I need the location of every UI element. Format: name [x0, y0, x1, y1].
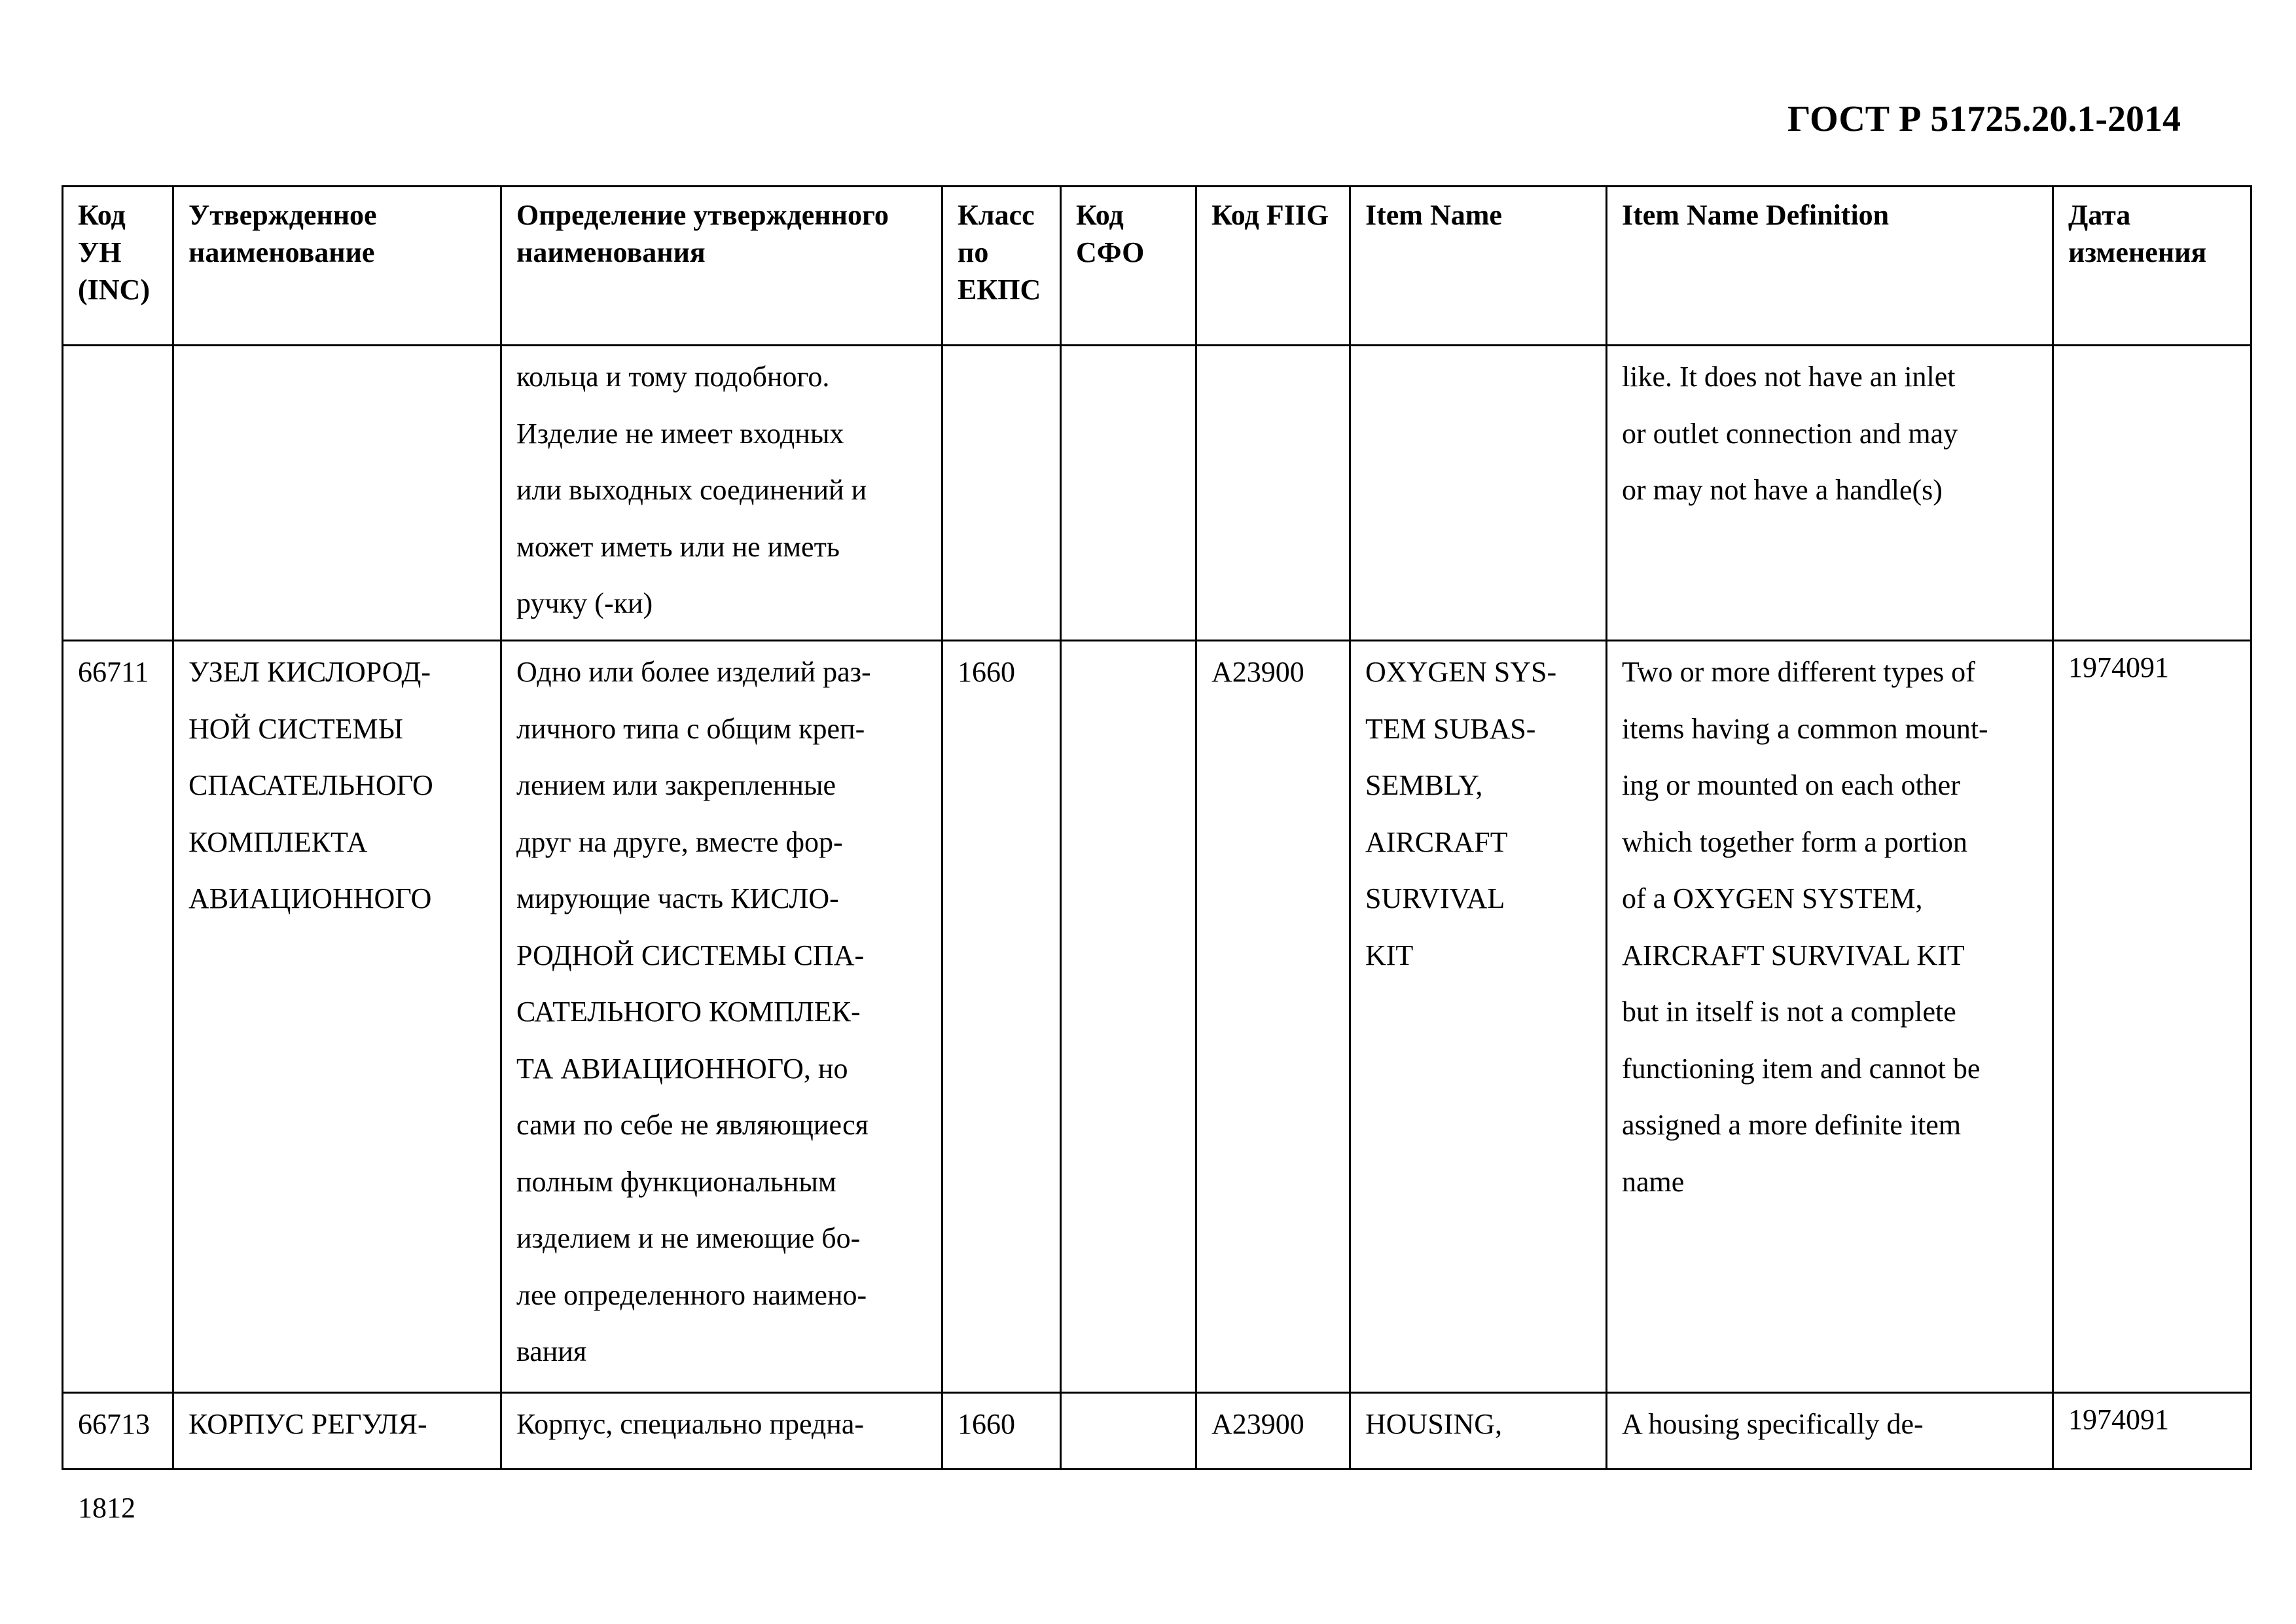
- header-fiig-code: Код FIIG: [1196, 187, 1350, 346]
- header-approved-name-definition: Определение утвержденного наименования: [501, 187, 942, 346]
- header-class: Класс по ЕКПС: [942, 187, 1061, 346]
- header-inc-code: Код УН (INC): [63, 187, 173, 346]
- table-row: [63, 1393, 2251, 1470]
- page-number: 1812: [78, 1492, 135, 1524]
- header-change-date: Дата изменения: [2053, 187, 2251, 346]
- document-code: ГОСТ Р 51725.20.1-2014: [1787, 99, 2181, 139]
- cell-item-name: HOUSING,: [1350, 1393, 1607, 1470]
- cell-item-definition: Two or more different types of items having a common mount- ing or mounted on each other which together form a portion of a OXYGEN SYSTEM, AIRCRAFT SURVIVAL KIT but in itself is not a complete functioning item and cannot be assigned a more definite item name: [1607, 641, 2053, 1393]
- cell-item-definition: A housing specifically de-: [1607, 1393, 2053, 1470]
- header-sfo-code: Код СФО: [1061, 187, 1196, 346]
- cell-name-ru: УЗЕЛ КИСЛОРОД- НОЙ СИСТЕМЫ СПАСАТЕЛЬНОГО КОМПЛЕКТА АВИАЦИОННОГО: [173, 641, 501, 1393]
- cell-definition-ru: Корпус, специально предна-: [501, 1393, 942, 1470]
- table-row: [63, 346, 2251, 641]
- cell-definition-ru: Одно или более изделий раз- личного типа с общим креп- лением или закрепленные друг на друге, вместе фор- мирующие часть КИСЛО- РОДНОЙ СИСТЕМЫ СПА- САТЕЛЬНОГО КОМПЛЕК- ТА АВИАЦИОННОГО, но сами по себе не являющиеся полным функциональным изделием и не имеющие бо- лее определенного наимено- вания: [501, 641, 942, 1393]
- cell-item-name: OXYGEN SYS- TEM SUBAS- SEMBLY, AIRCRAFT SURVIVAL KIT: [1350, 641, 1607, 1393]
- cell-class: [942, 346, 1061, 641]
- cell-name-ru: КОРПУС РЕГУЛЯ-: [173, 1393, 501, 1470]
- header-item-name: Item Name: [1350, 187, 1607, 346]
- cell-inc: [63, 346, 173, 641]
- header-approved-name: Утвержденное наименование: [173, 187, 501, 346]
- cell-inc: 66711: [63, 641, 173, 1393]
- cell-date: 1974091: [2053, 1393, 2251, 1470]
- cell-sfo: [1061, 1393, 1196, 1470]
- table-row: [63, 641, 2251, 1393]
- cell-item-definition: like. It does not have an inlet or outlet connection and may or may not have a handle(s): [1607, 346, 2053, 641]
- cell-item-name: [1350, 346, 1607, 641]
- cell-fiig: A23900: [1196, 641, 1350, 1393]
- cell-date: [2053, 346, 2251, 641]
- cell-inc: 66713: [63, 1393, 173, 1470]
- cell-sfo: [1061, 641, 1196, 1393]
- cell-fiig: A23900: [1196, 1393, 1350, 1470]
- header-item-name-definition: Item Name Definition: [1607, 187, 2053, 346]
- cell-class: 1660: [942, 641, 1061, 1393]
- item-name-register-table: [62, 185, 2252, 1470]
- cell-definition-ru: кольца и тому подобного. Изделие не имеет входных или выходных соединений и может иметь или не иметь ручку (-ки): [501, 346, 942, 641]
- cell-date: 1974091: [2053, 641, 2251, 1393]
- table-header-row: [63, 187, 2251, 346]
- cell-fiig: [1196, 346, 1350, 641]
- cell-name-ru: [173, 346, 501, 641]
- cell-sfo: [1061, 346, 1196, 641]
- cell-class: 1660: [942, 1393, 1061, 1470]
